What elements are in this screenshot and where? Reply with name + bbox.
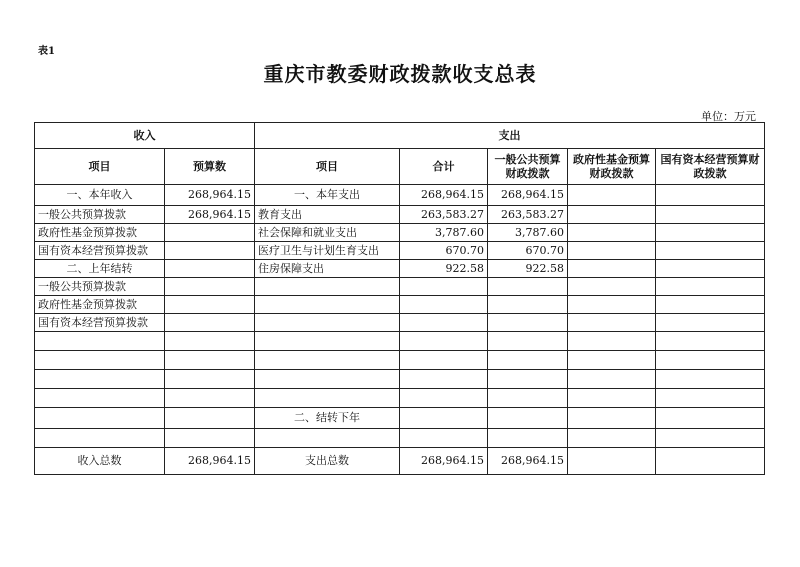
col-total: 合计 — [400, 149, 488, 185]
finance-table — [34, 122, 765, 475]
expense-general: 670.70 — [488, 242, 568, 260]
empty-row — [35, 351, 765, 370]
income-value: 268,964.15 — [165, 206, 255, 224]
empty-row — [35, 389, 765, 408]
col-general: 一般公共预算财政拨款 — [488, 149, 568, 185]
carry-forward-row — [35, 408, 765, 429]
expense-total-general: 268,964.15 — [488, 448, 568, 475]
expense-total: 263,583.27 — [400, 206, 488, 224]
unit-label: 单位：万元 — [701, 110, 756, 123]
expense-item — [255, 278, 400, 296]
col-income-item: 项目 — [35, 149, 165, 185]
income-item: 一、本年收入 — [35, 185, 165, 206]
income-value — [165, 296, 255, 314]
expense-fund — [568, 278, 656, 296]
expense-state — [656, 242, 765, 260]
income-value — [165, 242, 255, 260]
expense-total-state — [656, 448, 765, 475]
income-value — [165, 278, 255, 296]
table-row — [35, 242, 765, 260]
expense-item: 社会保障和就业支出 — [255, 224, 400, 242]
expense-header: 支出 — [255, 123, 765, 149]
expense-total-label: 支出总数 — [255, 448, 400, 475]
expense-general — [488, 278, 568, 296]
expense-total — [400, 296, 488, 314]
carry-forward-label: 二、结转下年 — [255, 408, 400, 429]
expense-fund — [568, 224, 656, 242]
income-total-label: 收入总数 — [35, 448, 165, 475]
table-row — [35, 206, 765, 224]
expense-state — [656, 185, 765, 206]
income-item: 二、上年结转 — [35, 260, 165, 278]
expense-total — [400, 314, 488, 332]
expense-general: 922.58 — [488, 260, 568, 278]
expense-total: 3,787.60 — [400, 224, 488, 242]
expense-fund — [568, 185, 656, 206]
expense-total-fund — [568, 448, 656, 475]
page-title: 重庆市教委财政拨款收支总表 — [263, 62, 537, 86]
income-value — [165, 224, 255, 242]
expense-state — [656, 314, 765, 332]
table-number: 表1 — [38, 46, 55, 57]
expense-general: 3,787.60 — [488, 224, 568, 242]
expense-item — [255, 296, 400, 314]
expense-state — [656, 278, 765, 296]
expense-fund — [568, 296, 656, 314]
expense-total: 268,964.15 — [400, 185, 488, 206]
expense-total-sum: 268,964.15 — [400, 448, 488, 475]
col-budget: 预算数 — [165, 149, 255, 185]
expense-general: 268,964.15 — [488, 185, 568, 206]
income-item: 一般公共预算拨款 — [35, 278, 165, 296]
expense-fund — [568, 242, 656, 260]
income-item: 国有资本经营预算拨款 — [35, 314, 165, 332]
income-item: 国有资本经营预算拨款 — [35, 242, 165, 260]
empty-row — [35, 429, 765, 448]
expense-general: 263,583.27 — [488, 206, 568, 224]
expense-item: 住房保障支出 — [255, 260, 400, 278]
expense-total: 922.58 — [400, 260, 488, 278]
income-header: 收入 — [35, 123, 255, 149]
expense-fund — [568, 314, 656, 332]
expense-item: 医疗卫生与计划生育支出 — [255, 242, 400, 260]
table-row — [35, 314, 765, 332]
table-row — [35, 296, 765, 314]
expense-state — [656, 260, 765, 278]
expense-item: 教育支出 — [255, 206, 400, 224]
expense-fund — [568, 206, 656, 224]
table-row — [35, 260, 765, 278]
expense-general — [488, 296, 568, 314]
totals-row — [35, 448, 765, 475]
income-item: 一般公共预算拨款 — [35, 206, 165, 224]
expense-state — [656, 224, 765, 242]
income-total-value: 268,964.15 — [165, 448, 255, 475]
income-value: 268,964.15 — [165, 185, 255, 206]
expense-item: 一、本年支出 — [255, 185, 400, 206]
table-row — [35, 185, 765, 206]
expense-state — [656, 206, 765, 224]
expense-item — [255, 314, 400, 332]
expense-fund — [568, 260, 656, 278]
table-row — [35, 278, 765, 296]
expense-total: 670.70 — [400, 242, 488, 260]
income-item: 政府性基金预算拨款 — [35, 296, 165, 314]
income-item: 政府性基金预算拨款 — [35, 224, 165, 242]
empty-row — [35, 370, 765, 389]
expense-state — [656, 296, 765, 314]
income-value — [165, 314, 255, 332]
expense-general — [488, 314, 568, 332]
header-row-2 — [35, 149, 765, 185]
header-row-1 — [35, 123, 765, 149]
income-value — [165, 260, 255, 278]
col-fund: 政府性基金预算财政拨款 — [568, 149, 656, 185]
col-expense-item: 项目 — [255, 149, 400, 185]
expense-total — [400, 278, 488, 296]
col-state: 国有资本经营预算财政拨款 — [656, 149, 765, 185]
empty-row — [35, 332, 765, 351]
table-row — [35, 224, 765, 242]
